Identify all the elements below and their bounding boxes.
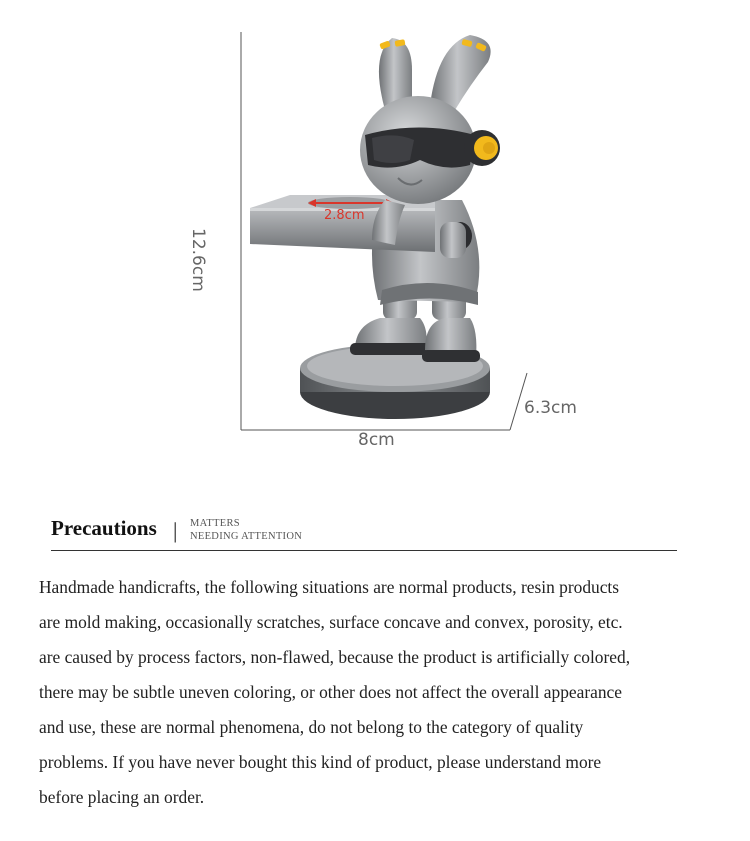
notice-line: problems. If you have never bought this kind of product, please understand more (39, 752, 602, 772)
precautions-separator: | (173, 518, 178, 543)
depth-dimension-label: 6.3cm (524, 398, 577, 418)
figurine-tray (250, 195, 435, 252)
precautions-subtitle-line2: NEEDING ATTENTION (190, 531, 303, 542)
precautions-header (51, 514, 677, 554)
notice-line: and use, these are normal phenomena, do not belong to the category of quality (39, 717, 584, 737)
notice-line: Handmade handicrafts, the following situations are normal products, resin products (39, 577, 620, 597)
precautions-divider (51, 550, 677, 551)
notice-line: before placing an order. (39, 787, 205, 807)
notice-paragraph (39, 570, 729, 815)
inner-dimension-label: 2.8cm (324, 208, 365, 223)
notice-line: there may be subtle uneven coloring, or other does not affect the overall appearance (39, 682, 622, 702)
width-dimension-label: 8cm (358, 430, 395, 450)
precautions-subtitle-line1: MATTERS (190, 518, 240, 529)
height-dimension-label: 12.6cm (188, 228, 208, 292)
precautions-title: Precautions (51, 516, 157, 540)
notice-line: are mold making, occasionally scratches, surface concave and convex, porosity, etc. (39, 612, 623, 632)
precautions-subtitle (190, 517, 302, 543)
figurine-head (360, 35, 500, 204)
notice-line: are caused by process factors, non-flawed, because the product is artificially colored, (39, 647, 631, 667)
